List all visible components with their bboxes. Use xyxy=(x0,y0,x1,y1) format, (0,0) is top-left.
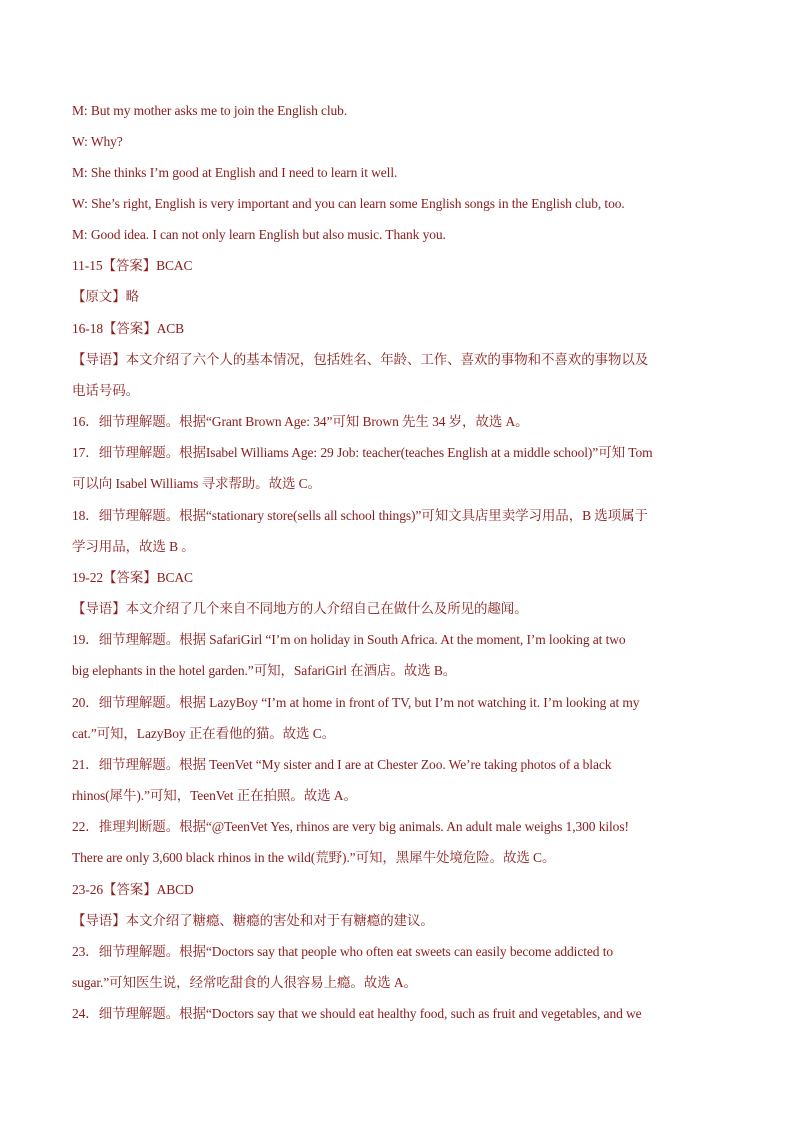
explanation-20-line-1: 20．细节理解题。根据 LazyBoy “I’m at home in front of TV, but I’m not watching it. I’m looking at my xyxy=(72,695,640,710)
explanation-21-line-2: rhinos(犀牛).”可知，TeenVet 正在拍照。故选 A。 xyxy=(72,788,357,803)
dialogue-line-2: W: Why? xyxy=(72,134,123,149)
explanation-22-line-2: There are only 3,600 black rhinos in the wild(荒野).”可知，黑犀牛处境危险。故选 C。 xyxy=(72,850,556,865)
intro-16-18-line-1: 【导语】本文介绍了六个人的基本情况，包括姓名、年龄、工作、喜欢的事物和不喜欢的事物以及 xyxy=(72,352,649,367)
dialogue-line-1: M: But my mother asks me to join the English club. xyxy=(72,103,348,118)
explanation-23-line-1: 23．细节理解题。根据“Doctors say that people who often eat sweets can easily become addicted to xyxy=(72,944,613,959)
explanation-19-line-2: big elephants in the hotel garden.”可知，SafariGirl 在酒店。故选 B。 xyxy=(72,663,457,678)
original-text-note: 【原文】略 xyxy=(72,289,139,304)
explanation-19-line-1: 19．细节理解题。根据 SafariGirl “I’m on holiday in South Africa. At the moment, I’m looking at two xyxy=(72,632,626,647)
answer-23-26: 23-26【答案】ABCD xyxy=(72,882,194,897)
intro-19-22: 【导语】本文介绍了几个来自不同地方的人介绍自己在做什么及所见的趣闻。 xyxy=(72,601,528,616)
answer-11-15: 11-15【答案】BCAC xyxy=(72,258,193,273)
explanation-17-line-1: 17．细节理解题。根据Isabel Williams Age: 29 Job: teacher(teaches English at a middle school)”可知 Tom xyxy=(72,445,653,460)
intro-16-18-line-2: 电话号码。 xyxy=(72,383,139,398)
intro-23-26: 【导语】本文介绍了糖瘾、糖瘾的害处和对于有糖瘾的建议。 xyxy=(72,913,434,928)
explanation-21-line-1: 21．细节理解题。根据 TeenVet “My sister and I are at Chester Zoo. We’re taking photos of a black xyxy=(72,757,612,772)
answer-16-18: 16-18【答案】ACB xyxy=(72,321,185,336)
explanation-20-line-2: cat.”可知，LazyBoy 正在看他的猫。故选 C。 xyxy=(72,726,336,741)
explanation-16: 16．细节理解题。根据“Grant Brown Age: 34”可知 Brown 先生 34 岁，故选 A。 xyxy=(72,414,529,429)
explanation-24-line-1: 24．细节理解题。根据“Doctors say that we should eat healthy food, such as fruit and vegetables, and we xyxy=(72,1006,642,1021)
answer-19-22: 19-22【答案】BCAC xyxy=(72,570,193,585)
explanation-22-line-1: 22．推理判断题。根据“@TeenVet Yes, rhinos are very big animals. An adult male weighs 1,300 kilos! xyxy=(72,819,629,834)
dialogue-line-5: M: Good idea. I can not only learn English but also music. Thank you. xyxy=(72,227,446,242)
dialogue-line-4: W: She’s right, English is very important and you can learn some English songs in the English club, too. xyxy=(72,196,625,211)
explanation-17-line-2: 可以向 Isabel Williams 寻求帮助。故选 C。 xyxy=(72,476,321,491)
explanation-23-line-2: sugar.”可知医生说，经常吃甜食的人很容易上瘾。故选 A。 xyxy=(72,975,417,990)
explanation-18-line-1: 18．细节理解题。根据“stationary store(sells all school things)”可知文具店里卖学习用品，B 选项属于 xyxy=(72,508,648,523)
explanation-18-line-2: 学习用品，故选 B 。 xyxy=(72,539,195,554)
dialogue-line-3: M: She thinks I’m good at English and I need to learn it well. xyxy=(72,165,398,180)
